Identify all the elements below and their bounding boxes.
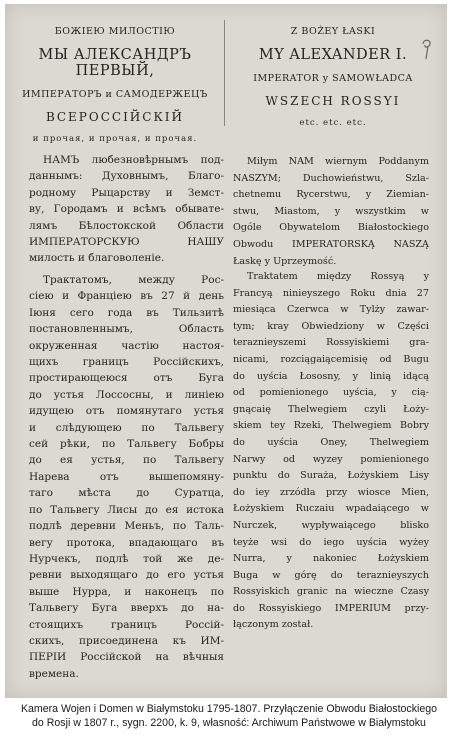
- ru-heading-line-4: ВСЕРОССІЙСКІЙ: [46, 110, 184, 124]
- text-line: ПЕРІИ Россійской на вѣчныя: [29, 651, 224, 664]
- ru-paragraph-2: [29, 272, 224, 682]
- text-line: таго мѣста до Суратца,: [29, 487, 224, 500]
- text-line: Трактатомъ, между Рос-: [43, 274, 224, 286]
- text-line: chetnemu Rycerstwu, y Ziemian-: [233, 189, 429, 201]
- ru-heading-line-2: МЫ АЛЕКСАНДРЪ ПЕРВЫЙ,: [38, 47, 192, 79]
- text-line: Нурчекъ, подлѣ той же де-: [29, 552, 224, 565]
- ru-heading-line-5: и прочая, и прочая, и прочая.: [32, 134, 198, 144]
- text-line: щихъ границъ Россійскихъ,: [29, 356, 224, 369]
- text-line: od pomienionego uyścia, y cią-: [233, 387, 429, 399]
- text-line: скихъ, присоединена къ ИМ-: [29, 634, 224, 647]
- text-line: идущею отъ помянутаго устья: [29, 405, 224, 418]
- text-line: do uyścia Oney, Thelwegiem: [233, 436, 429, 448]
- text-line: Нарева отъ вышепомяну-: [29, 470, 224, 483]
- text-line: выше Нурра, и наконецъ по: [29, 585, 224, 598]
- archive-caption: [0, 702, 458, 750]
- text-line: ву, Городамъ и всѣмъ обывате-: [29, 203, 224, 216]
- text-line: łączonym został.: [233, 619, 314, 631]
- text-line: стоящихъ границъ Россій-: [29, 618, 224, 631]
- text-line: времена.: [29, 667, 79, 680]
- text-line: Rossyiskich granic na wieczne Czasy: [233, 586, 429, 598]
- text-line: do uyścia Łososny, y linią idącą: [233, 370, 429, 382]
- text-line: ИМПЕРАТОРСКУЮ НАШУ: [29, 236, 224, 249]
- russian-heading: [15, 16, 215, 144]
- text-line: даннымъ: Духовнымъ, Благо-: [29, 170, 224, 183]
- caption-line-2: do Rosji w 1807 r., sygn. 2200, k. 9, własność: Archiwum Państwowe w Białymstoku: [32, 717, 426, 729]
- text-line: подлѣ деревни Меньъ, по Таль-: [29, 520, 224, 533]
- text-line: НАМЪ любезновѣрнымъ под-: [43, 154, 224, 166]
- text-line: teyże wsi do iego uyścia wyżey: [233, 536, 429, 548]
- text-line: teraznieyszemi Rossyiskiemi gra-: [233, 337, 429, 349]
- pl-heading-line-3: IMPERATOR y SAMOWŁADCA: [253, 73, 413, 84]
- text-line: do iey zrzódła przy wiosce Mien,: [233, 486, 429, 498]
- text-line: простирающеюся отъ Буга: [29, 372, 224, 385]
- text-line: do Rossyiskiego IMPERIUM przy-: [233, 602, 429, 614]
- caption-line-1: Kamera Wojen i Domen w Białymstoku 1795-1807. Przyłączenie Obwodu Białostockiego: [20, 703, 438, 715]
- pl-heading-line-1: Z BOŻEY ŁASKI: [290, 26, 376, 37]
- text-line: постановленнымъ, Область: [29, 323, 224, 336]
- text-line: до ея устья, по Тальвегу: [29, 454, 224, 467]
- text-line: по Тальвегу Лисы до ея истока: [29, 503, 224, 516]
- text-line: miesiąca Czerwca w Tylży zawar-: [233, 304, 429, 316]
- text-line: Nurczek, wypływaiącego blisko: [233, 519, 429, 531]
- pl-heading-line-4: WSZECH ROSSYI: [265, 94, 401, 108]
- ru-heading-line-3: ИМПЕРАТОРЪ и САМОДЕРЖЕЦЪ: [22, 89, 208, 100]
- text-line: Іюня сего года въ Тильзитѣ: [29, 306, 224, 319]
- ru-paragraph-1: [29, 152, 224, 267]
- text-line: Тальвегу Буга вверхъ до на-: [29, 602, 224, 615]
- text-line: и слѣдующею по Тальвегу: [29, 421, 224, 434]
- text-line: tym; kray Obwiedziony w Części: [233, 320, 429, 332]
- text-line: вегу протока, впадающаго въ: [29, 536, 224, 549]
- text-line: skiem tey Rzeki, Thelwegiem Bobry: [233, 420, 429, 432]
- text-line: Traktatem między Rossyą y: [247, 271, 429, 282]
- pl-paragraph-1: [233, 154, 429, 270]
- pl-heading-line-2: MY ALEXANDER I.: [258, 47, 408, 63]
- document-scan: [5, 4, 447, 698]
- text-line: до устья Лоссосны, и линіею: [29, 388, 224, 401]
- text-line: Obwodu IMPERATORSKĄ NASZĄ: [233, 238, 429, 250]
- text-line: родному Рыцарству и Земст-: [29, 186, 224, 199]
- text-line: nicami, rozciągaiącemisię od Bugu: [233, 353, 429, 365]
- text-line: Miłym NAM wiernym Poddanym: [247, 156, 429, 167]
- text-line: gnącaię Thelwegiem czyli Łoży-: [233, 403, 429, 415]
- text-line: NASZYM; Duchowieństwu, Szla-: [233, 172, 429, 184]
- text-line: лямъ Бѣлостокской Области: [29, 219, 224, 232]
- text-line: stwu, Miastom, y wszystkim w: [233, 205, 429, 217]
- text-line: Narwy od wyzey pomienionego: [233, 453, 429, 465]
- polish-heading: [233, 16, 433, 128]
- text-line: Ogóle Obywatelom Białostockiego: [233, 222, 429, 234]
- text-line: сей рѣки, по Тальвегу Бобры: [29, 438, 224, 451]
- text-line: Łożyskiem Ruczaiu wpadaiącego w: [233, 503, 429, 515]
- text-line: Łaskę y Uprzeymość.: [233, 255, 337, 267]
- text-line: punktu do Suraża, Łożyskiem Lisy: [233, 470, 429, 482]
- column-divider: [224, 20, 225, 126]
- text-line: Nurra, y nakoniec Łożyskiem: [233, 553, 429, 565]
- text-line: Buga w górę do teraznieyszych: [233, 569, 429, 581]
- pl-heading-line-5: etc. etc. etc.: [299, 118, 367, 128]
- text-line: ревни выходящаго до его устья: [29, 569, 224, 582]
- text-line: окруженная частію настоя-: [29, 339, 224, 352]
- pl-paragraph-2: [233, 269, 429, 634]
- text-line: милость и благоволеніе.: [29, 252, 165, 265]
- text-line: Francyą ninieyszego Roku dnia 27: [233, 287, 429, 299]
- ru-heading-line-1: БОЖІЕЮ МИЛОСТІЮ: [54, 26, 176, 37]
- text-line: сіею и Франціею въ 27 й день: [29, 290, 224, 303]
